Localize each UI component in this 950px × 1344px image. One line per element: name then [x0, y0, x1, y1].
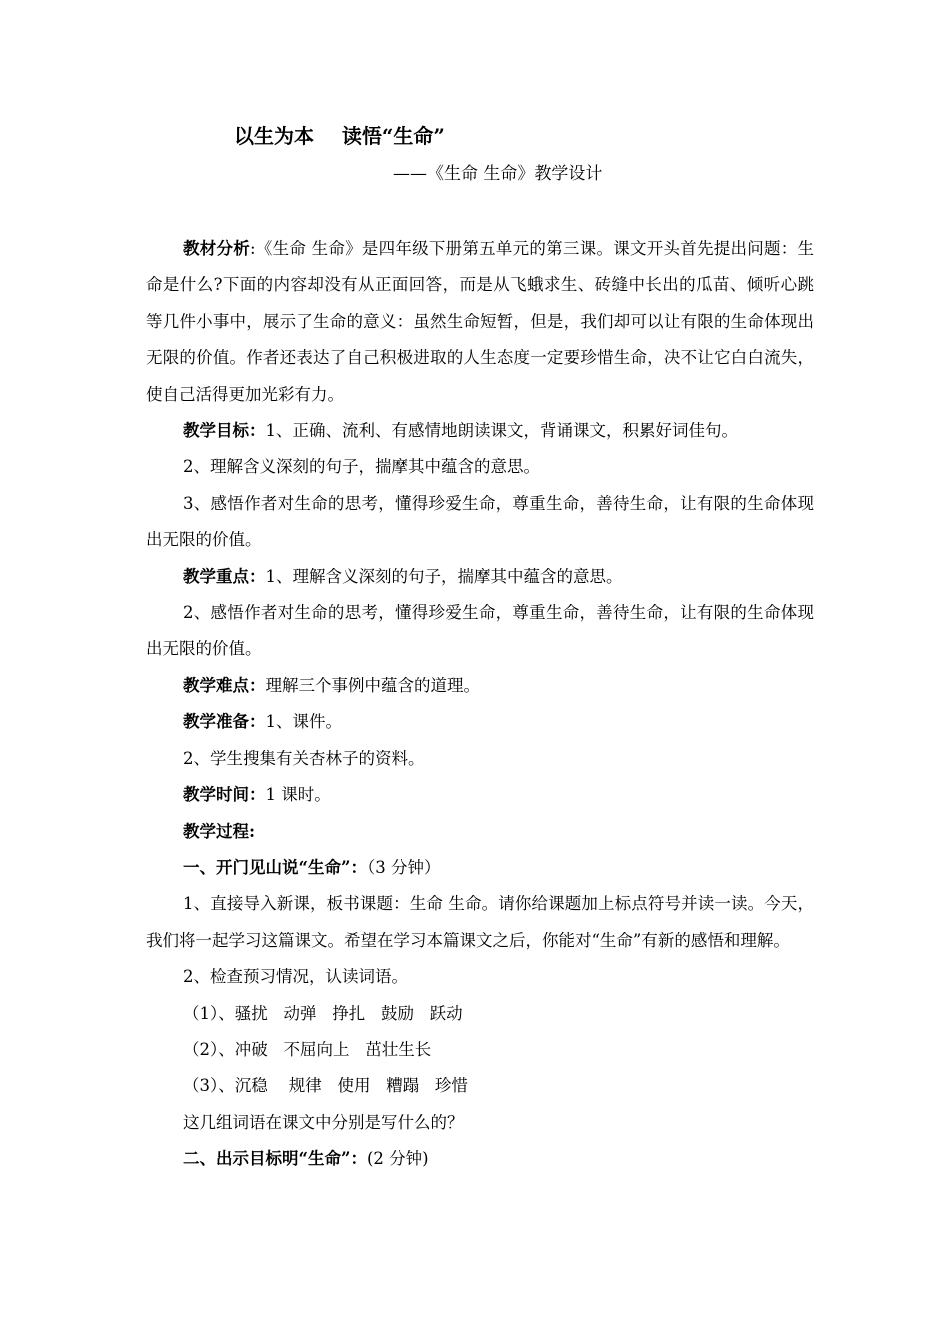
difficulty-label: 教学难点：	[183, 675, 266, 695]
analysis-label: 教材分析	[183, 239, 251, 258]
document-subtitle: ——《生命 生命》教学设计	[393, 164, 603, 184]
difficulty-paragraph	[146, 668, 814, 704]
section-1-heading-line	[146, 850, 814, 886]
section-1-step-2: 2、检查预习情况，认读词语。	[183, 967, 408, 987]
word-group-3: （3）、沉稳 规律 使用 糟蹋 珍惜	[183, 1076, 468, 1096]
goals-paragraph	[146, 413, 814, 449]
section-1-question: 这几组词语在课文中分别是写什么的？	[183, 1112, 464, 1132]
key-points-item-1: 1、理解含义深刻的句子，揣摩其中蕴含的意思。	[265, 566, 623, 586]
key-points-label: 教学重点：	[183, 566, 266, 586]
analysis-paragraph	[146, 231, 814, 413]
section-2-heading-line	[146, 1141, 814, 1177]
document-title: 以生为本 读悟“生命”	[234, 124, 445, 148]
section-1-step-1: 1、直接导入新课，板书课题：生命 生命。请你给课题加上标点符号并读一读。今天，我们将一起学习这篇课文。希望在学习本篇课文之后，你能对“生命”有新的感悟和理解。	[146, 894, 814, 950]
difficulty-text: 理解三个事例中蕴含的道理。	[265, 675, 480, 695]
key-points-paragraph	[146, 559, 814, 595]
key-points-item-2: 2、感悟作者对生命的思考，懂得珍爱生命，尊重生命，善待生命，让有限的生命体现出无限的价值。	[146, 603, 814, 659]
time-label: 教学时间：	[183, 785, 266, 805]
word-group-2: （2）、冲破 不屈向上 茁壮生长	[183, 1039, 432, 1059]
preparation-item-2: 2、学生搜集有关杏林子的资料。	[183, 748, 425, 768]
section-1-duration: （3 分钟）	[366, 857, 441, 877]
time-paragraph	[146, 777, 814, 813]
word-group-1: （1）、骚扰 动弹 挣扎 鼓励 跃动	[183, 1003, 463, 1023]
document-body	[146, 231, 814, 1178]
process-label: 教学过程:	[183, 821, 256, 841]
section-2-duration: (2 分钟)	[366, 1149, 429, 1169]
goals-item-1: 1、正确、流利、有感情地朗读课文，背诵课文，积累好词佳句。	[265, 421, 738, 441]
preparation-label: 教学准备：	[183, 712, 266, 732]
time-text: 1 课时。	[265, 785, 331, 805]
preparation-paragraph	[146, 704, 814, 740]
analysis-text: :《生命 生命》是四年级下册第五单元的第三课。课文开头首先提出问题：生命是什么?下面的内容却没有从正面回答，而是从飞蛾求生、砖缝中长出的瓜苗、倾听心跳等几件小事中，展示了生命的意义：虽然生命短暂，但是，我们却可以让有限的生命体现出无限的价值。作者还表达了自己积极进取的人生态度一定要珍惜生命，决不让它白白流失，使自己活得更加光彩有力。	[146, 239, 815, 404]
section-1-heading: 一、开门见山说“生命”：	[183, 857, 367, 877]
preparation-item-1: 1、课件。	[265, 712, 342, 732]
goals-item-2: 2、理解含义深刻的句子，揣摩其中蕴含的意思。	[183, 457, 540, 477]
goals-label: 教学目标：	[183, 421, 266, 441]
goals-item-3: 3、感悟作者对生命的思考，懂得珍爱生命，尊重生命，善待生命，让有限的生命体现出无限的价值。	[146, 493, 814, 550]
section-2-heading: 二、出示目标明“生命”：	[183, 1149, 367, 1169]
